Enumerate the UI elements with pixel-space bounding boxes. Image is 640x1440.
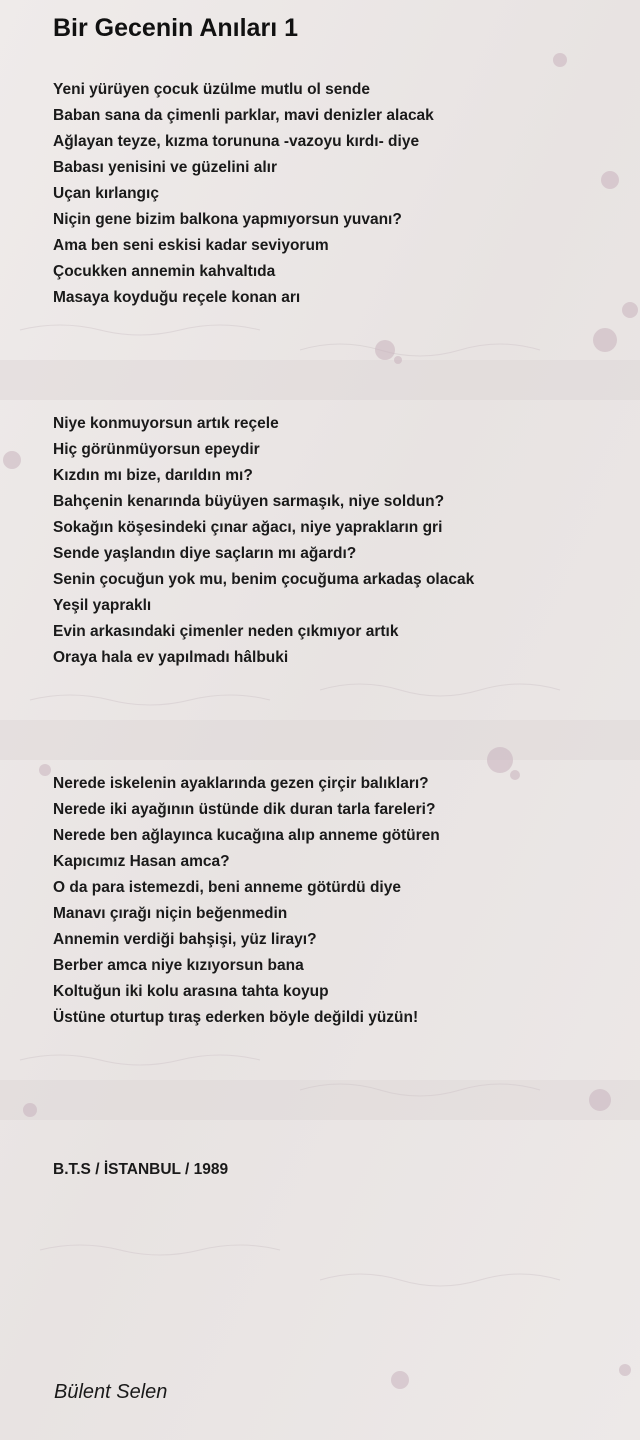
poem-line: Oraya hala ev yapılmadı hâlbuki — [53, 649, 289, 666]
stanza-2 — [53, 411, 474, 671]
poem-line: Ama ben seni eskisi kadar seviyorum — [53, 237, 329, 254]
stanza-3 — [53, 771, 440, 1031]
poem-line: Niçin gene bizim balkona yapmıyorsun yuvanı? — [53, 211, 402, 228]
poem-line: Bahçenin kenarında büyüyen sarmaşık, niye soldun? — [53, 493, 445, 510]
poem-line: Koltuğun iki kolu arasına tahta koyup — [53, 983, 329, 1000]
poem-line: Baban sana da çimenli parklar, mavi denizler alacak — [53, 107, 434, 124]
author-name: Bülent Selen — [54, 1381, 168, 1403]
poem-line: Senin çocuğun yok mu, benim çocuğuma arkadaş olacak — [53, 571, 475, 588]
poem-line: Masaya koyduğu reçele konan arı — [53, 289, 301, 306]
poem-line: Üstüne oturtup tıraş ederken böyle değildi yüzün! — [53, 1009, 419, 1026]
poem-title: Bir Gecenin Anıları 1 — [53, 14, 298, 42]
poem-line: Babası yenisini ve güzelini alır — [53, 159, 277, 176]
poem-line: Niye konmuyorsun artık reçele — [53, 415, 279, 432]
poem-line: Nerede ben ağlayınca kucağına alıp anneme götüren — [53, 827, 440, 844]
poem-line: Nerede iskelenin ayaklarında gezen çirçir balıkları? — [53, 775, 429, 792]
poem-line: Evin arkasındaki çimenler neden çıkmıyor artık — [53, 623, 399, 640]
poem-signature-line: B.T.S / İSTANBUL / 1989 — [53, 1161, 229, 1178]
stanza-1 — [53, 77, 434, 311]
poem-line: Yeşil yapraklı — [53, 597, 152, 614]
poem-line: Kızdın mı bize, darıldın mı? — [53, 467, 253, 484]
poem-line: Nerede iki ayağının üstünde dik duran tarla fareleri? — [53, 801, 436, 818]
poem-line: Manavı çırağı niçin beğenmedin — [53, 905, 288, 922]
poem-line: Hiç görünmüyorsun epeydir — [53, 441, 260, 458]
poem-line: Uçan kırlangıç — [53, 185, 159, 202]
poem-line: Berber amca niye kızıyorsun bana — [53, 957, 304, 974]
poem-line: Sokağın köşesindeki çınar ağacı, niye yaprakların gri — [53, 519, 443, 536]
poem-line: Ağlayan teyze, kızma torununa -vazoyu kırdı- diye — [53, 133, 420, 150]
poem-line: Kapıcımız Hasan amca? — [53, 853, 230, 870]
stanza-4 — [53, 1157, 228, 1183]
poem-line: Çocukken annemin kahvaltıda — [53, 263, 276, 280]
poem-line: Yeni yürüyen çocuk üzülme mutlu ol sende — [53, 81, 370, 98]
poem-line: Annemin verdiği bahşişi, yüz lirayı? — [53, 931, 317, 948]
poem-line: Sende yaşlandın diye saçların mı ağardı? — [53, 545, 357, 562]
poem-line: O da para istemezdi, beni anneme götürdü diye — [53, 879, 401, 896]
